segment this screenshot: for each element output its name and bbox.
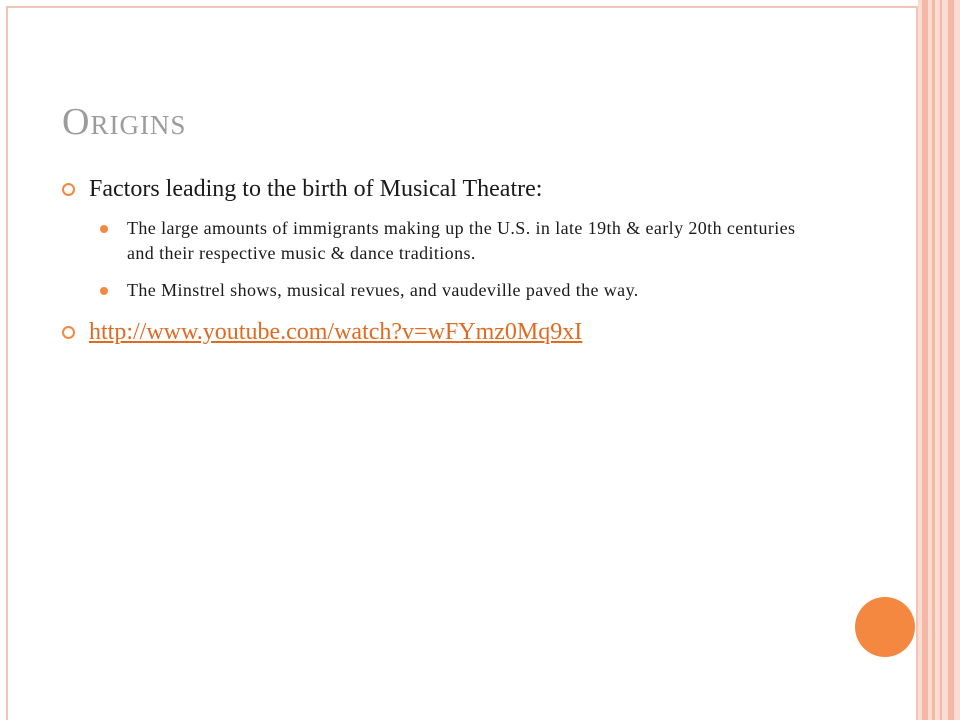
decorative-stripe <box>940 0 942 720</box>
bullet-factors <box>62 172 822 206</box>
decorative-stripe <box>932 0 935 720</box>
orange-ring-icon <box>62 183 75 196</box>
orange-dot-icon <box>100 287 108 295</box>
sub-bullet-immigrants <box>62 216 822 266</box>
decorative-stripe <box>922 0 928 720</box>
sub-bullet-immigrants-text: The large amounts of immigrants making up the U.S. in late 19th & early 20th centuries and their respective music & dance traditions. <box>127 218 796 263</box>
bullet-link <box>62 315 822 349</box>
orange-circle-decoration <box>855 597 915 657</box>
slide-title: Origins <box>62 101 187 143</box>
orange-dot-icon <box>100 225 108 233</box>
decorative-stripe <box>948 0 954 720</box>
sub-bullet-minstrel <box>62 278 822 303</box>
sub-bullet-minstrel-text: The Minstrel shows, musical revues, and vaudeville paved the way. <box>127 280 639 300</box>
orange-ring-icon <box>62 326 75 339</box>
bullet-factors-text: Factors leading to the birth of Musical Theatre: <box>89 176 543 202</box>
slide-content <box>62 172 822 359</box>
youtube-link[interactable]: http://www.youtube.com/watch?v=wFYmz0Mq9xI <box>89 319 583 345</box>
